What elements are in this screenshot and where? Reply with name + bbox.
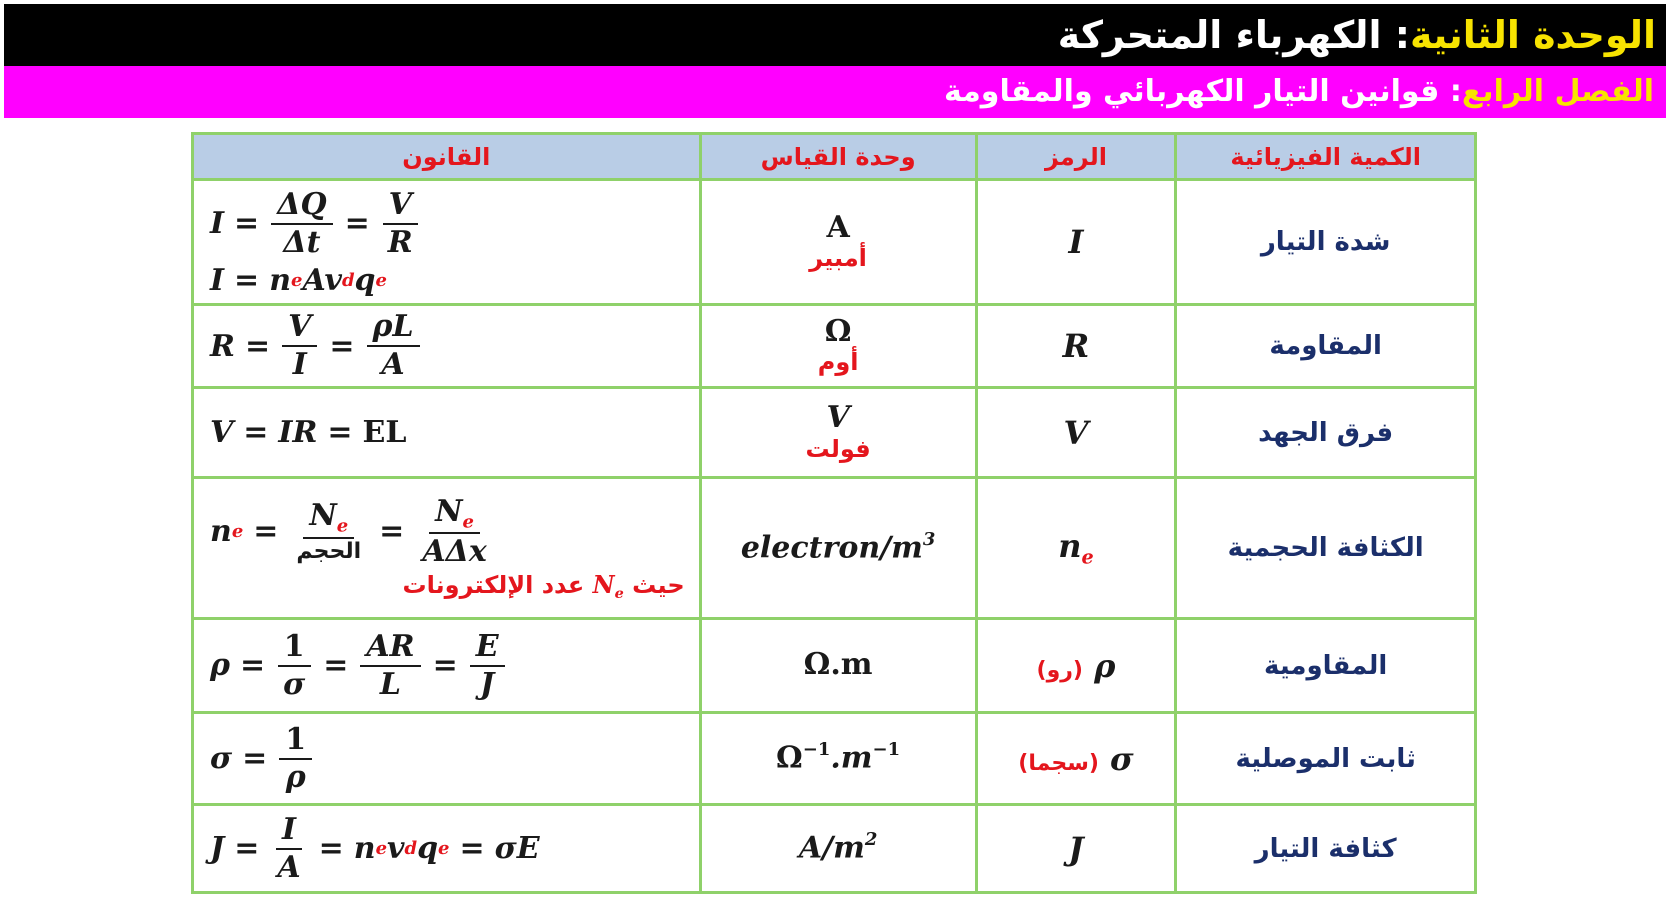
current-drift-equation: I = n e Av d q e [210,262,387,298]
quantity-cell: المقاومية [1176,619,1476,713]
law-cell [193,305,701,388]
symbol-sub: e [1081,545,1094,569]
law-cell [193,388,701,478]
table-row [193,305,1476,388]
header-quantity: الكمية الفيزيائية [1176,134,1476,180]
table-header-row [193,134,1476,180]
unit-cell [700,713,976,805]
symbol-main: n [1058,527,1082,566]
note-symbol: N [592,570,615,600]
header-law: القانون [193,134,701,180]
unit-superscript: −1 [802,739,831,761]
table-row [193,478,1476,619]
table-row [193,805,1476,893]
symbol-arabic: (سجما) [1018,750,1099,776]
electron-count-note [210,570,699,602]
symbol-cell: J [976,805,1176,893]
unit-banner [4,4,1666,66]
quantity-cell: المقاومة [1176,305,1476,388]
unit-symbol: Ω [776,741,803,777]
voltage-equation: V = IR = EL [210,415,407,450]
note-text: عدد الإلكترونات [402,571,585,600]
current-law-equation: I = $\frac{\Delta Q}{\Delta t}$ = $\frac{V}{R}$ [210,187,699,261]
density-equation: n e = $\frac{N_e}{\text{الحجم}}$ = $\frac{N_e}{\text{AΔx}}$ [210,493,487,570]
note-symbol-sub: e [614,585,624,603]
unit-cell [700,388,976,478]
law-cell [193,619,701,713]
symbol-cell [976,619,1176,713]
quantity-cell: ثابت الموصلية [1176,713,1476,805]
unit-superscript: 2 [864,829,878,851]
law-cell [193,713,701,805]
unit-symbol: A/m [798,831,865,867]
chapter-label: الفصل الرابع [1461,74,1654,109]
chapter-banner [4,66,1666,118]
symbol-cell: I [976,180,1176,305]
unit-superscript-2: −1 [872,739,901,761]
symbol-cell [976,713,1176,805]
chapter-title: : قوانين التيار الكهربائي والمقاومة [944,74,1462,109]
symbol-main: ρ [1094,646,1116,685]
law-cell [193,180,701,305]
resistance-equation: R = $\frac{V}{I}$ = $\frac{\rho L}{A}$ [210,309,422,383]
law-cell [193,805,701,893]
note-where: حيث [632,571,685,600]
symbol-cell: V [976,388,1176,478]
unit-middle: .m [830,741,873,777]
table-row [193,619,1476,713]
unit-cell [700,180,976,305]
unit-cell [700,478,976,619]
unit-arabic: فولت [805,434,871,463]
unit-cell [700,305,976,388]
symbol-cell [976,478,1176,619]
symbol-cell: R [976,305,1176,388]
unit-symbol: V [826,400,850,436]
current-density-equation: J = $\frac{I}{A}$ = n e v d q e = σE [210,811,540,885]
table-row [193,388,1476,478]
symbol-main: σ [1110,739,1134,778]
volume-word: الحجم [296,539,362,565]
laws-table [191,132,1477,894]
table-row [193,713,1476,805]
unit-label: الوحدة الثانية [1409,13,1656,57]
symbol-arabic: (رو) [1036,657,1083,683]
table-row [193,180,1476,305]
quantity-cell: كثافة التيار [1176,805,1476,893]
unit-cell: Ω.m [700,619,976,713]
unit-arabic: أمبير [809,244,867,273]
unit-symbol: electron/m [740,530,923,566]
header-symbol: الرمز [976,134,1176,180]
unit-cell [700,805,976,893]
unit-symbol: Ω [824,313,852,349]
quantity-cell: فرق الجهد [1176,388,1476,478]
unit-arabic: أوم [817,348,859,377]
law-cell [193,478,701,619]
unit-superscript: 3 [922,528,936,550]
header-unit: وحدة القياس [700,134,976,180]
resistivity-equation: ρ = $\frac{1}{\sigma}$ = $\frac{AR}{L}$ = $\frac{E}{J}$ [210,629,507,703]
unit-symbol: A [826,209,850,245]
quantity-cell: الكثافة الحجمية [1176,478,1476,619]
unit-title: : الكهرباء المتحركة [1057,13,1410,57]
conductivity-equation: σ = $\frac{1}{\rho}$ [210,722,314,796]
quantity-cell: شدة التيار [1176,180,1476,305]
